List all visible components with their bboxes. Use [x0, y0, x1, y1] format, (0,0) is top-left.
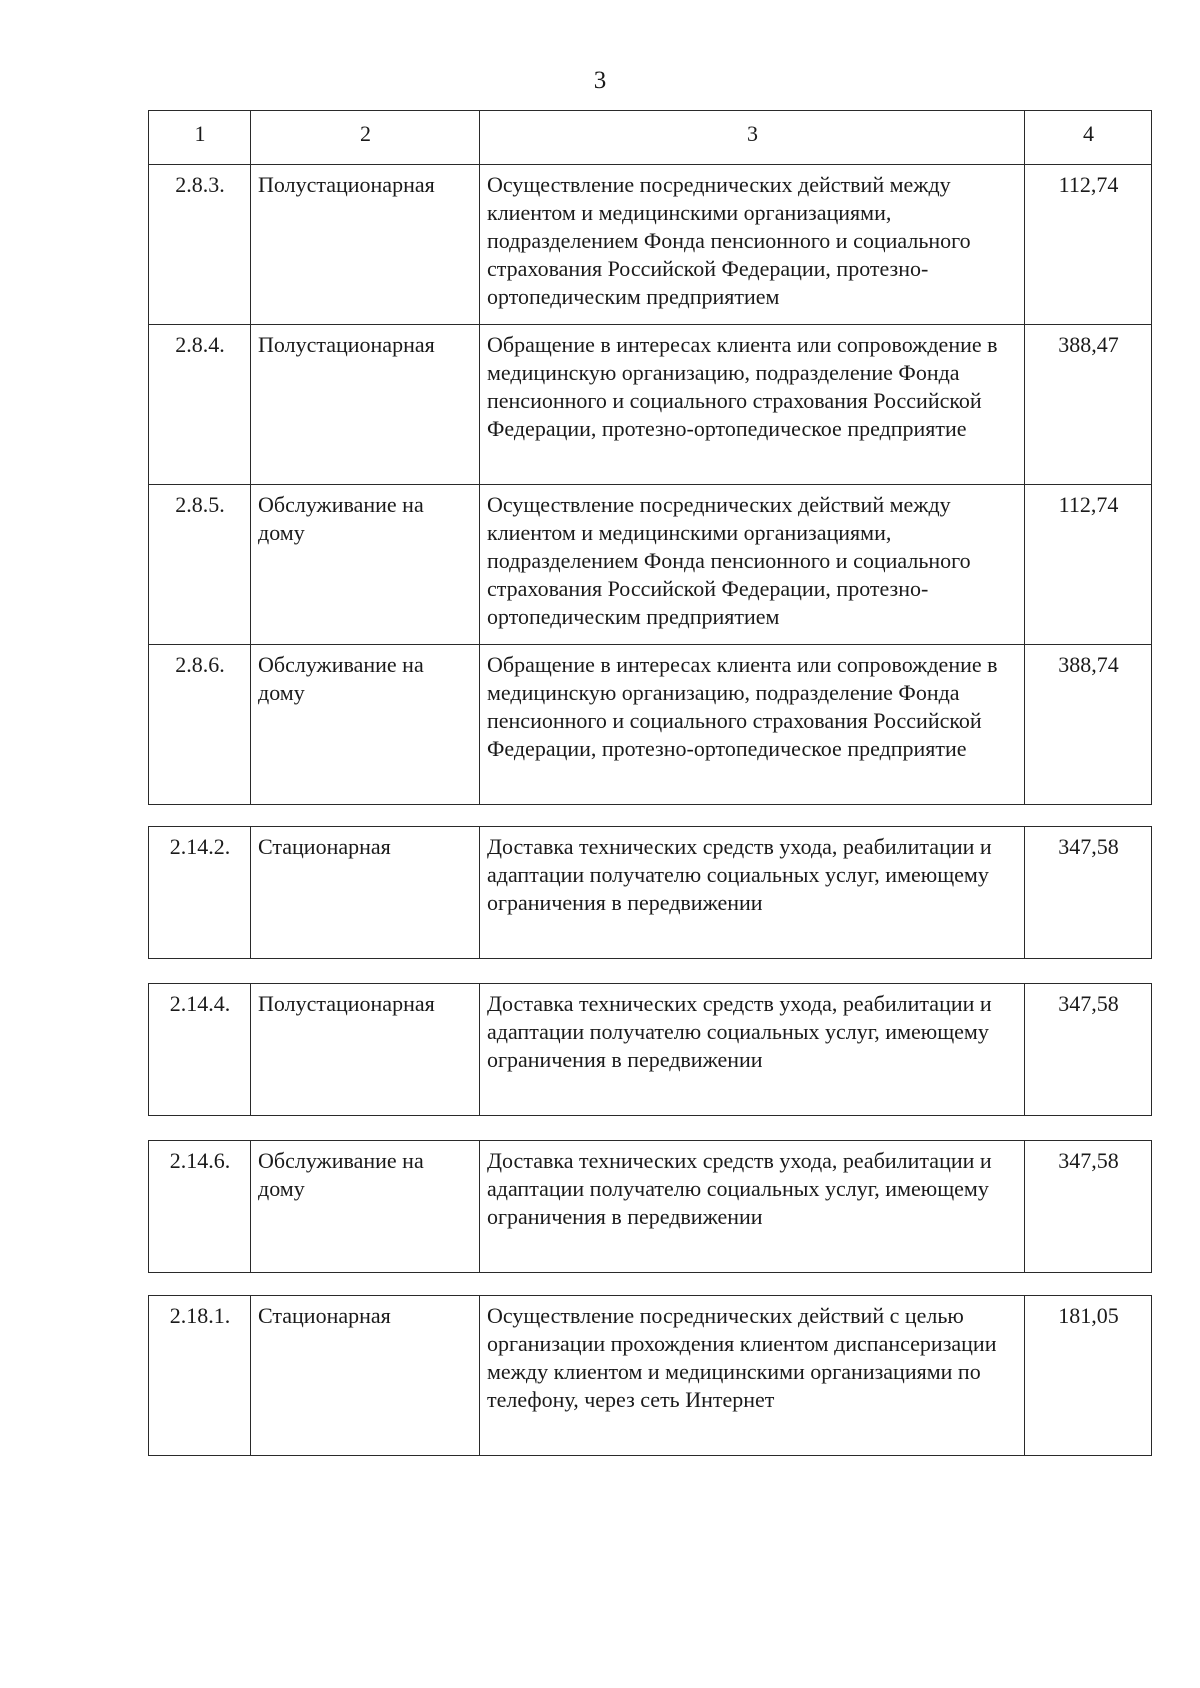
service-price: 347,58 [1025, 1141, 1152, 1273]
table-row [149, 827, 1152, 959]
column-header-4: 4 [1025, 111, 1152, 165]
service-description: Осуществление посреднических действий с целью организации прохождения клиентом диспансеризации между клиентом и медицинскими организациями по телефону, через сеть Интернет [480, 1296, 1025, 1456]
service-code: 2.14.4. [149, 984, 251, 1116]
service-price: 181,05 [1025, 1296, 1152, 1456]
column-header-1: 1 [149, 111, 251, 165]
tariff-table-2-14-4 [148, 983, 1152, 1116]
service-price: 112,74 [1025, 165, 1152, 325]
service-form: Полустационарная [251, 165, 480, 325]
tariff-table-2-18-1 [148, 1295, 1152, 1456]
service-code: 2.14.6. [149, 1141, 251, 1273]
service-code: 2.8.3. [149, 165, 251, 325]
service-price: 388,74 [1025, 645, 1152, 805]
table-row [149, 1296, 1152, 1456]
service-code: 2.18.1. [149, 1296, 251, 1456]
service-description: Осуществление посреднических действий между клиентом и медицинскими организациями, подразделением Фонда пенсионного и социального страхования Российской Федерации, протезно-ортопедическим предприятием [480, 485, 1025, 645]
tariff-table-main [148, 110, 1152, 805]
service-form: Полустационарная [251, 984, 480, 1116]
table-row [149, 645, 1152, 805]
table-row [149, 984, 1152, 1116]
column-header-3: 3 [480, 111, 1025, 165]
table-row [149, 485, 1152, 645]
service-form: Полустационарная [251, 325, 480, 485]
service-description: Доставка технических средств ухода, реабилитации и адаптации получателю социальных услуг, имеющему ограничения в передвижении [480, 1141, 1025, 1273]
service-description: Доставка технических средств ухода, реабилитации и адаптации получателю социальных услуг, имеющему ограничения в передвижении [480, 984, 1025, 1116]
tariff-table-2-14-6 [148, 1140, 1152, 1273]
table-row [149, 325, 1152, 485]
service-form: Обслуживание на дому [251, 1141, 480, 1273]
service-description: Обращение в интересах клиента или сопровождение в медицинскую организацию, подразделение Фонда пенсионного и социального страхования Российской Федерации, протезно-ортопедическое предприятие [480, 325, 1025, 485]
table-row [149, 1141, 1152, 1273]
service-description: Осуществление посреднических действий между клиентом и медицинскими организациями, подразделением Фонда пенсионного и социального страхования Российской Федерации, протезно-ортопедическим предприятием [480, 165, 1025, 325]
service-form: Обслуживание на дому [251, 645, 480, 805]
table-header-row [149, 111, 1152, 165]
service-price: 112,74 [1025, 485, 1152, 645]
page-number: 3 [593, 67, 607, 94]
service-code: 2.8.5. [149, 485, 251, 645]
column-header-2: 2 [251, 111, 480, 165]
table-row [149, 165, 1152, 325]
service-code: 2.14.2. [149, 827, 251, 959]
service-code: 2.8.6. [149, 645, 251, 805]
service-code: 2.8.4. [149, 325, 251, 485]
service-price: 347,58 [1025, 984, 1152, 1116]
service-form: Обслуживание на дому [251, 485, 480, 645]
service-form: Стационарная [251, 827, 480, 959]
service-price: 388,47 [1025, 325, 1152, 485]
service-description: Обращение в интересах клиента или сопровождение в медицинскую организацию, подразделение Фонда пенсионного и социального страхования Российской Федерации, протезно-ортопедическое предприятие [480, 645, 1025, 805]
service-price: 347,58 [1025, 827, 1152, 959]
service-form: Стационарная [251, 1296, 480, 1456]
service-description: Доставка технических средств ухода, реабилитации и адаптации получателю социальных услуг, имеющему ограничения в передвижении [480, 827, 1025, 959]
tariff-table-2-14-2 [148, 826, 1152, 959]
